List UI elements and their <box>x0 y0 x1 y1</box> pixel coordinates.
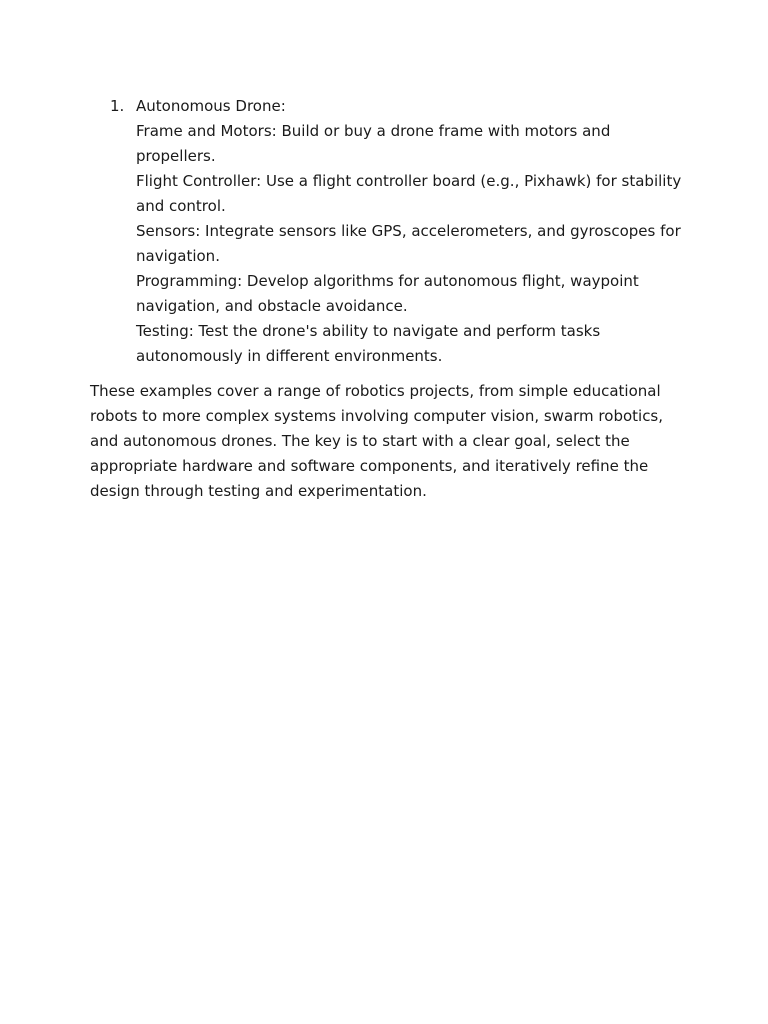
list-line-testing: Testing: Test the drone's ability to navigate and perform tasks autonomously in different environments. <box>136 322 601 365</box>
list-line-programming: Programming: Develop algorithms for autonomous flight, waypoint navigation, and obstacle avoidance. <box>136 272 639 315</box>
numbered-list <box>110 94 690 369</box>
list-line-frame-motors: Frame and Motors: Build or buy a drone frame with motors and propellers. <box>136 122 611 165</box>
summary-paragraph: These examples cover a range of robotics projects, from simple educational robots to more complex systems involving computer vision, swarm robotics, and autonomous drones. The key is to start with a clear goal, select the appropriate hardware and software components, and iteratively refine the design through testing and experimentation. <box>90 382 664 500</box>
list-heading: Autonomous Drone: <box>136 97 286 115</box>
list-line-sensors: Sensors: Integrate sensors like GPS, accelerometers, and gyroscopes for navigation. <box>136 222 681 265</box>
list-item-autonomous-drone <box>110 94 690 369</box>
list-number: 1. <box>110 97 125 115</box>
list-line-flight-controller: Flight Controller: Use a flight controller board (e.g., Pixhawk) for stability and control. <box>136 172 682 215</box>
